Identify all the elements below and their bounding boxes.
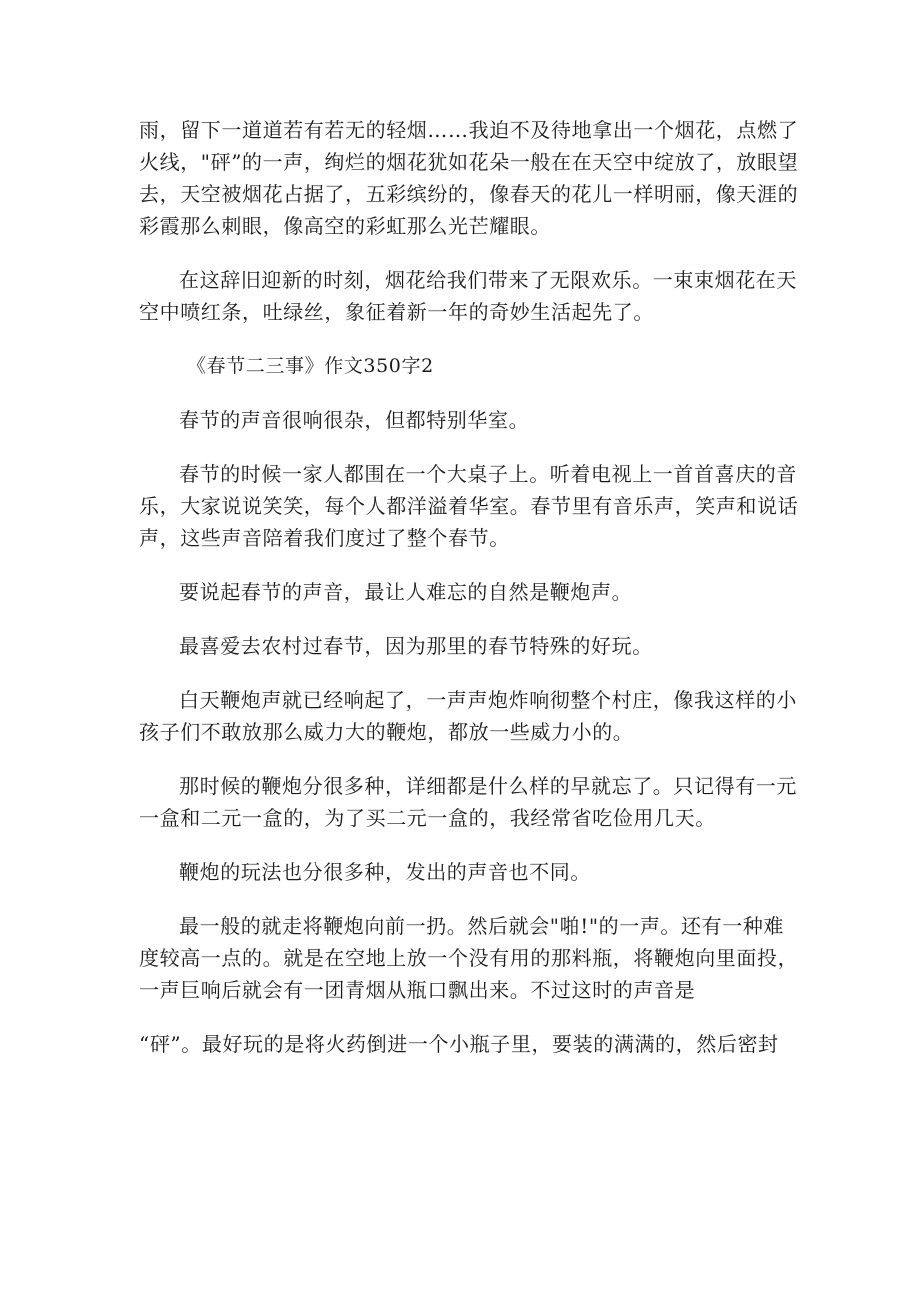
paragraph-1 [139, 114, 799, 242]
paragraph-8 [139, 770, 797, 834]
text-line: 鞭炮的玩法也分很多种，发出的声音也不同。 [179, 860, 591, 884]
essay-title [139, 350, 787, 382]
text-line: 白天鞭炮声就已经响起了，一声声炮炸响彻整个村庄，像我这样的小 [179, 688, 797, 712]
text-line: 最一般的就走将鞭炮向前一扔。然后就会"啪!"的一声。还有一种难 [179, 914, 785, 938]
text-line: 一盒和二元一盒的，为了买二元一盒的，我经常省吃俭用几天。 [139, 806, 716, 830]
text-line: 乐，大家说说笑笑，每个人都洋溢着华室。春节里有音乐声，笑声和说话 [139, 494, 799, 518]
paragraph-6 [139, 630, 787, 662]
text-line: 孩子们不敢放那么威力大的鞭炮，都放一些威力小的。 [139, 720, 634, 744]
paragraph-4 [139, 458, 799, 554]
paragraph-5 [139, 576, 787, 608]
text-line: 那时候的鞭炮分很多种，详细都是什么样的早就忘了。只记得有一元 [179, 774, 797, 798]
text-line: 雨，留下一道道若有若无的轻烟……我迫不及待地拿出一个烟花，点燃了 [139, 118, 799, 142]
paragraph-7 [139, 684, 797, 748]
text-line: 要说起春节的声音，最让人难忘的自然是鞭炮声。 [179, 580, 633, 604]
text-line: 彩霞那么刺眼，像高空的彩虹那么光芒耀眼。 [139, 214, 551, 238]
text-line: 春节的声音很响很杂，但都特别华室。 [179, 408, 530, 432]
title-line: 《春节二三事》作文350字2 [187, 355, 434, 377]
text-line: 声，这些声音陪着我们度过了整个春节。 [139, 526, 510, 550]
paragraph-2 [139, 264, 797, 328]
text-line: 在这辞旧迎新的时刻，烟花给我们带来了无限欢乐。一束束烟花在天 [179, 268, 797, 292]
document-page [139, 114, 799, 1060]
text-line: 最喜爱去农村过春节，因为那里的春节特殊的好玩。 [179, 634, 653, 658]
text-line: 去，天空被烟花占据了，五彩缤纷的，像春天的花儿一样明丽，像天涯的 [139, 182, 799, 206]
text-line: 度较高一点的。就是在空地上放一个没有用的那料瓶，将鞭炮向里面投， [139, 946, 799, 970]
text-line: 春节的时候一家人都围在一个大桌子上。听着电视上一首首喜庆的音 [179, 462, 797, 486]
text-line: 空中喷红条，吐绿丝，象征着新一年的奇妙生活起先了。 [139, 300, 654, 324]
paragraph-11 [139, 1028, 787, 1060]
text-line: 火线，"砰”的一声，绚烂的烟花犹如花朵一般在在天空中绽放了，放眼望 [139, 150, 799, 174]
paragraph-9 [139, 856, 787, 888]
text-line: 一声巨响后就会有一团青烟从瓶口飘出来。不过这时的声音是 [139, 978, 696, 1002]
text-line: “砰”。最好玩的是将火药倒进一个小瓶子里，要装的满满的，然后密封 [139, 1032, 779, 1056]
paragraph-10 [139, 910, 799, 1006]
paragraph-3 [139, 404, 787, 436]
